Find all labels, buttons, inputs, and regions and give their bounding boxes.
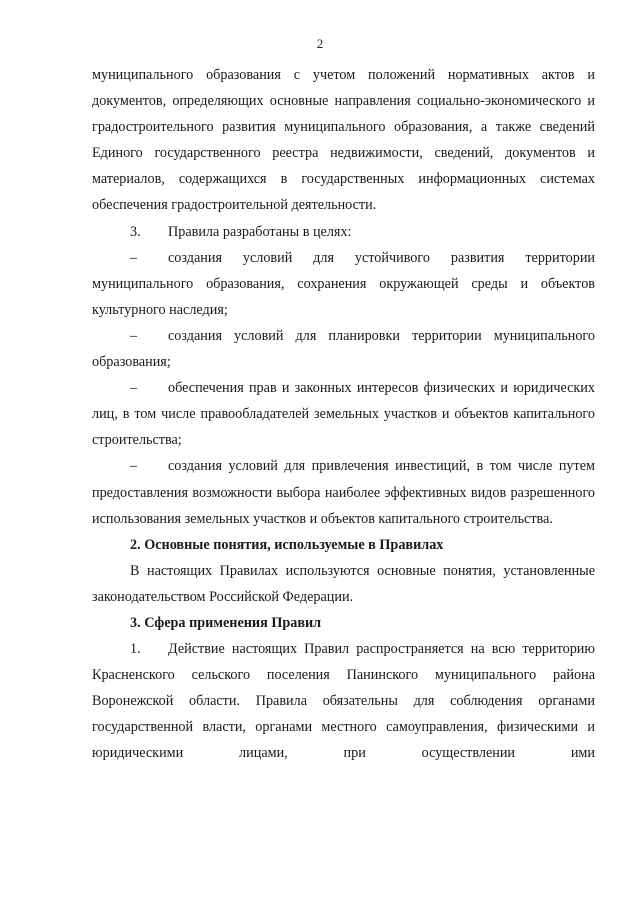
dash-marker: –: [130, 380, 138, 397]
list-item-text: создания условий для устойчивого развития территории муниципального образования, сохранения окружающей среды и объектов культурного наследия;: [92, 249, 595, 318]
list-item-text: обеспечения прав и законных интересов физических и юридических лиц, в том числе правообладателей земельных участков и объектов капитального строительства;: [92, 380, 595, 449]
numbered-item-1: [92, 636, 595, 766]
list-item-text: создания условий для привлечения инвестиций, в том числе путем предоставления возможности выбора наиболее эффективных видов разрешенного использования земельных участков и объектов капитального строительства.: [92, 458, 595, 527]
section-heading-2: 2. Основные понятия, используемые в Правилах: [130, 536, 444, 553]
item-text: Правила разработаны в целях:: [168, 223, 352, 240]
item-number: 1.: [130, 641, 141, 658]
dash-marker: –: [130, 249, 138, 266]
item-text: Действие настоящих Правил распространяется на всю территорию Красненского сельского поселения Панинского муниципального района Воронежской области. Правила обязательны для соблюдения органами государственной власти, органами местного самоуправления, физическими и юридическими лицами, при осуществлении ими: [92, 641, 595, 762]
item-number: 3.: [130, 223, 141, 240]
list-item-text: создания условий для планировки территории муниципального образования;: [92, 327, 595, 371]
dash-marker: –: [130, 327, 138, 344]
list-item: [92, 375, 595, 453]
dash-marker: –: [130, 458, 138, 475]
section-heading-3: 3. Сфера применения Правил: [130, 614, 322, 631]
paragraph-section-2: В настоящих Правилах используются основные понятия, установленные законодательством Российской Федерации.: [92, 562, 595, 605]
list-item: [92, 323, 595, 375]
list-item: [92, 453, 595, 531]
list-item: [92, 245, 595, 323]
paragraph-continuation: муниципального образования с учетом положений нормативных актов и документов, определяющих основные направления социально-экономического и градостроительного развития муниципального образования, а также сведений Единого государственного реестра недвижимости, сведений, документов и материалов, содержащихся в государственных информационных системах обеспечения градостроительной деятельности.: [92, 67, 595, 214]
numbered-item-3: [92, 219, 595, 245]
document-body: [92, 62, 595, 767]
page-number: 2: [316, 36, 324, 51]
